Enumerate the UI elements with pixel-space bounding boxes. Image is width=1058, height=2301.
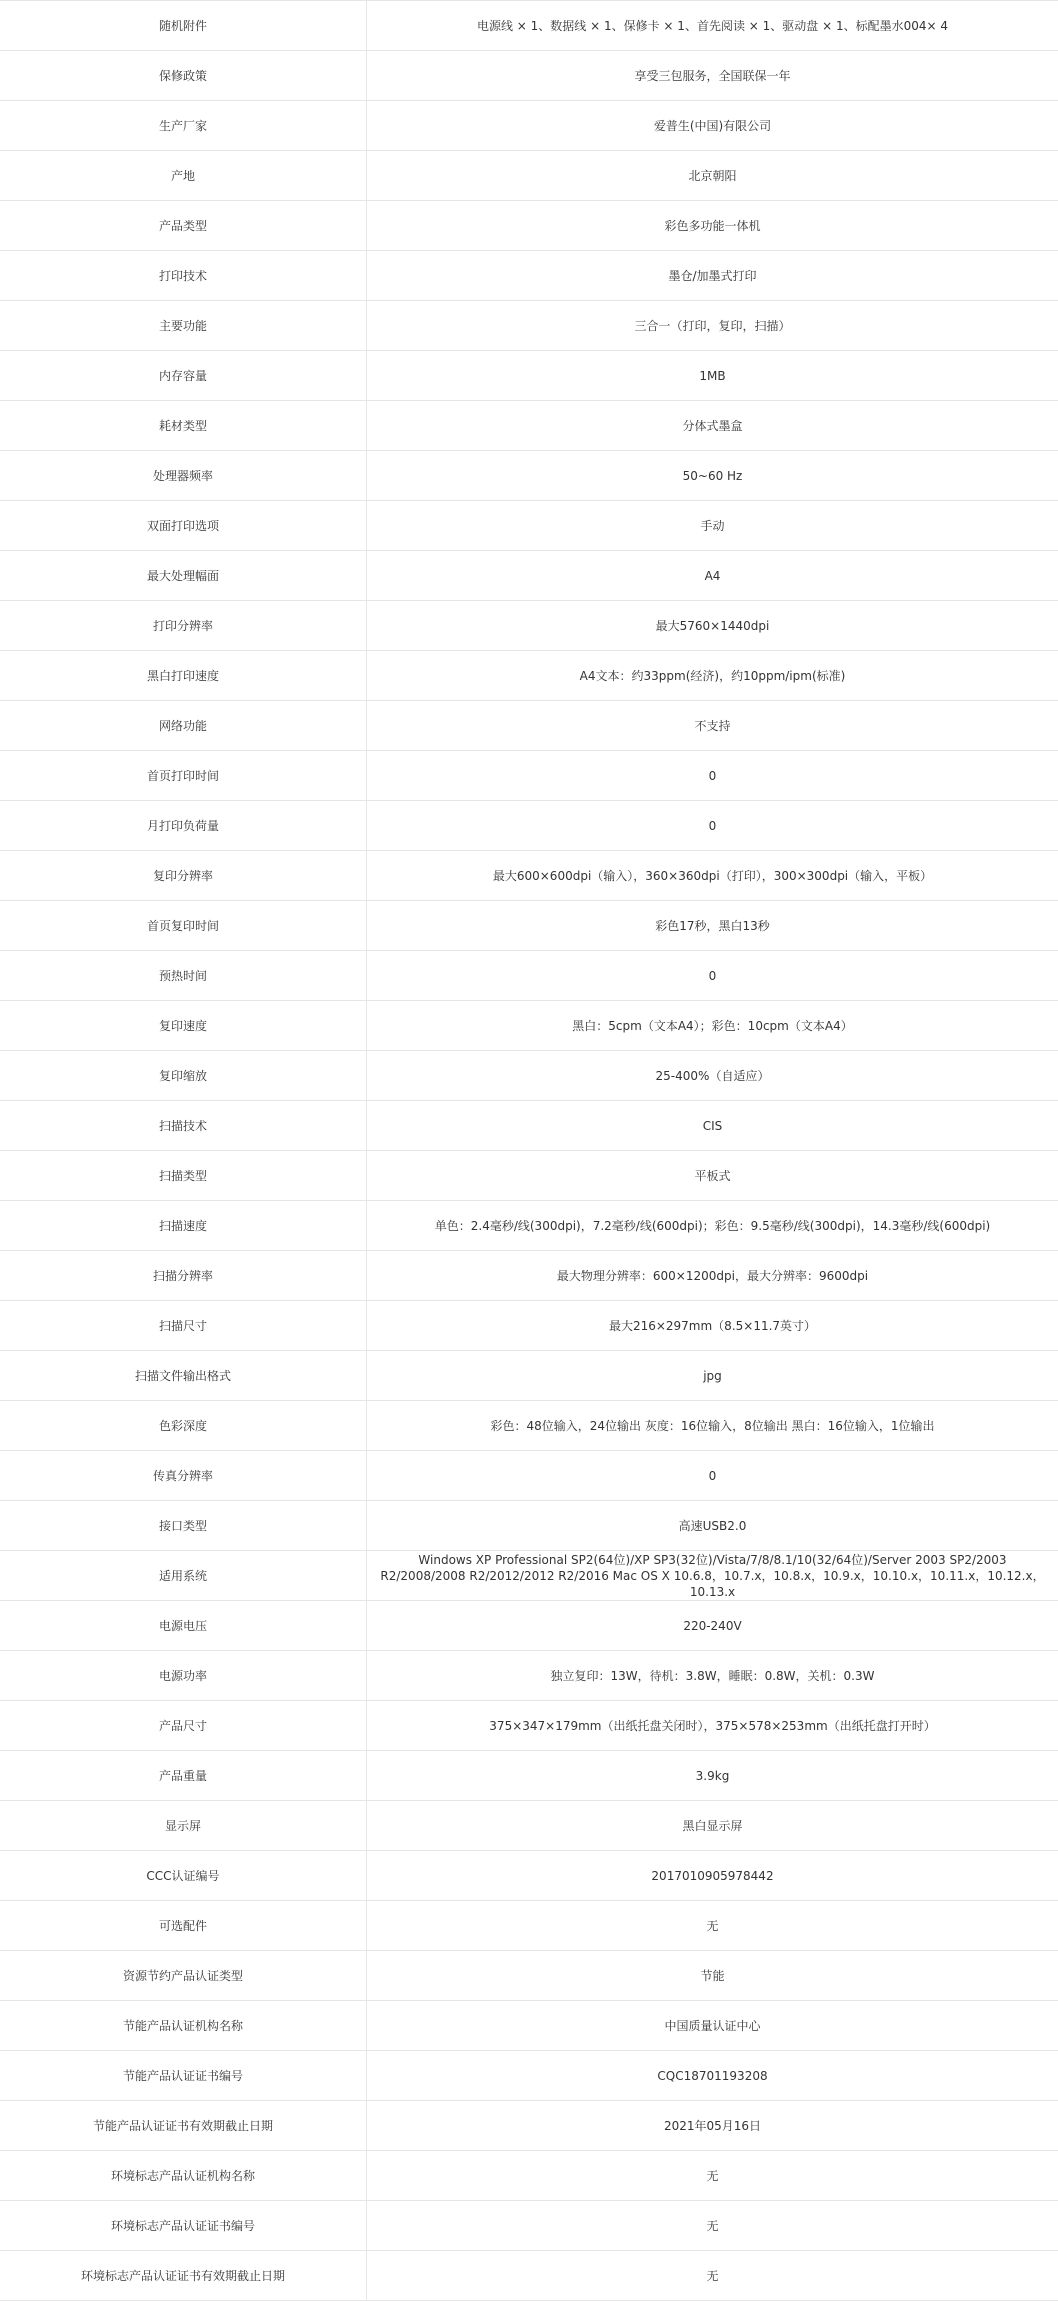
spec-row: [0, 701, 1058, 751]
spec-value: 0: [367, 951, 1058, 1001]
spec-value: 单色：2.4毫秒/线(300dpi)，7.2毫秒/线(600dpi)；彩色：9.5毫秒/线(300dpi)，14.3毫秒/线(600dpi): [367, 1201, 1058, 1251]
spec-value: 墨仓/加墨式打印: [367, 251, 1058, 301]
spec-label: 接口类型: [0, 1501, 367, 1551]
spec-row: [0, 501, 1058, 551]
spec-row: [0, 201, 1058, 251]
spec-label: 产品类型: [0, 201, 367, 251]
spec-row: [0, 2051, 1058, 2101]
spec-value: 无: [367, 2251, 1058, 2301]
spec-label: 电源功率: [0, 1651, 367, 1701]
spec-value: A4: [367, 551, 1058, 601]
spec-value: 电源线 × 1、数据线 × 1、保修卡 × 1、首先阅读 × 1、驱动盘 × 1、标配墨水004× 4: [367, 1, 1058, 51]
spec-label: 复印缩放: [0, 1051, 367, 1101]
spec-value: 不支持: [367, 701, 1058, 751]
spec-value: 0: [367, 751, 1058, 801]
spec-row: [0, 1851, 1058, 1901]
spec-label: 打印技术: [0, 251, 367, 301]
spec-label: 首页复印时间: [0, 901, 367, 951]
spec-value: 2021年05月16日: [367, 2101, 1058, 2151]
spec-value: 彩色多功能一体机: [367, 201, 1058, 251]
spec-label: 扫描分辨率: [0, 1251, 367, 1301]
spec-row: [0, 1501, 1058, 1551]
spec-label: 扫描技术: [0, 1101, 367, 1151]
spec-value: 最大5760×1440dpi: [367, 601, 1058, 651]
spec-value: 无: [367, 1901, 1058, 1951]
spec-value: 无: [367, 2201, 1058, 2251]
spec-value: CQC18701193208: [367, 2051, 1058, 2101]
spec-label: 打印分辨率: [0, 601, 367, 651]
spec-row: [0, 51, 1058, 101]
spec-row: [0, 1201, 1058, 1251]
spec-row: [0, 851, 1058, 901]
spec-value: 中国质量认证中心: [367, 2001, 1058, 2051]
spec-row: [0, 1801, 1058, 1851]
spec-value: 享受三包服务，全国联保一年: [367, 51, 1058, 101]
spec-row: [0, 751, 1058, 801]
spec-label: 耗材类型: [0, 401, 367, 451]
spec-row: [0, 301, 1058, 351]
spec-row: [0, 601, 1058, 651]
spec-row: [0, 1701, 1058, 1751]
spec-value: 375×347×179mm（出纸托盘关闭时），375×578×253mm（出纸托盘打开时）: [367, 1701, 1058, 1751]
spec-row: [0, 551, 1058, 601]
spec-row: [0, 1251, 1058, 1301]
spec-row: [0, 251, 1058, 301]
spec-row: [0, 901, 1058, 951]
spec-label: 节能产品认证证书有效期截止日期: [0, 2101, 367, 2151]
spec-value: 独立复印：13W，待机：3.8W，睡眠：0.8W，关机：0.3W: [367, 1651, 1058, 1701]
spec-label: 生产厂家: [0, 101, 367, 151]
spec-label: 节能产品认证机构名称: [0, 2001, 367, 2051]
spec-label: 月打印负荷量: [0, 801, 367, 851]
spec-row: [0, 2251, 1058, 2301]
spec-value: 彩色：48位输入，24位输出 灰度：16位输入，8位输出 黑白：16位输入，1位输出: [367, 1401, 1058, 1451]
spec-label: 处理器频率: [0, 451, 367, 501]
spec-row: [0, 2201, 1058, 2251]
spec-label: 扫描文件输出格式: [0, 1351, 367, 1401]
spec-value: 平板式: [367, 1151, 1058, 1201]
spec-value: 黑白：5cpm（文本A4）；彩色：10cpm（文本A4）: [367, 1001, 1058, 1051]
spec-label: CCC认证编号: [0, 1851, 367, 1901]
spec-row: [0, 101, 1058, 151]
spec-row: [0, 1301, 1058, 1351]
spec-value: 彩色17秒，黑白13秒: [367, 901, 1058, 951]
spec-label: 节能产品认证证书编号: [0, 2051, 367, 2101]
spec-label: 资源节约产品认证类型: [0, 1951, 367, 2001]
spec-label: 环境标志产品认证机构名称: [0, 2151, 367, 2201]
spec-label: 扫描类型: [0, 1151, 367, 1201]
spec-label: 首页打印时间: [0, 751, 367, 801]
spec-row: [0, 2001, 1058, 2051]
spec-value: 最大物理分辨率：600×1200dpi，最大分辨率：9600dpi: [367, 1251, 1058, 1301]
spec-label: 显示屏: [0, 1801, 367, 1851]
spec-label: 色彩深度: [0, 1401, 367, 1451]
spec-value: 分体式墨盒: [367, 401, 1058, 451]
spec-row: [0, 451, 1058, 501]
spec-row: [0, 2151, 1058, 2201]
spec-row: [0, 1451, 1058, 1501]
spec-value: 25-400%（自适应）: [367, 1051, 1058, 1101]
spec-table-body: [0, 1, 1058, 2301]
spec-label: 内存容量: [0, 351, 367, 401]
spec-row: [0, 1101, 1058, 1151]
spec-row: [0, 651, 1058, 701]
spec-value: 手动: [367, 501, 1058, 551]
spec-label: 最大处理幅面: [0, 551, 367, 601]
spec-row: [0, 151, 1058, 201]
spec-row: [0, 1, 1058, 51]
spec-row: [0, 951, 1058, 1001]
spec-value: 2017010905978442: [367, 1851, 1058, 1901]
spec-label: 产地: [0, 151, 367, 201]
spec-row: [0, 1601, 1058, 1651]
spec-label: 双面打印选项: [0, 501, 367, 551]
spec-label: 环境标志产品认证证书有效期截止日期: [0, 2251, 367, 2301]
spec-value: jpg: [367, 1351, 1058, 1401]
spec-row: [0, 1151, 1058, 1201]
spec-label: 网络功能: [0, 701, 367, 751]
spec-row: [0, 401, 1058, 451]
spec-value: 节能: [367, 1951, 1058, 2001]
spec-label: 复印分辨率: [0, 851, 367, 901]
spec-label: 随机附件: [0, 1, 367, 51]
spec-row: [0, 1951, 1058, 2001]
spec-value: 3.9kg: [367, 1751, 1058, 1801]
spec-row: [0, 1651, 1058, 1701]
spec-label: 保修政策: [0, 51, 367, 101]
spec-value: CIS: [367, 1101, 1058, 1151]
spec-row: [0, 351, 1058, 401]
spec-label: 扫描速度: [0, 1201, 367, 1251]
spec-value: 0: [367, 1451, 1058, 1501]
spec-value: 最大216×297mm（8.5×11.7英寸）: [367, 1301, 1058, 1351]
spec-label: 环境标志产品认证证书编号: [0, 2201, 367, 2251]
spec-label: 预热时间: [0, 951, 367, 1001]
spec-row: [0, 1051, 1058, 1101]
spec-label: 电源电压: [0, 1601, 367, 1651]
spec-row: [0, 1401, 1058, 1451]
spec-row: [0, 1551, 1058, 1601]
spec-label: 产品尺寸: [0, 1701, 367, 1751]
spec-label: 可选配件: [0, 1901, 367, 1951]
spec-label: 复印速度: [0, 1001, 367, 1051]
spec-value: 三合一（打印，复印，扫描）: [367, 301, 1058, 351]
spec-row: [0, 1351, 1058, 1401]
spec-value: 北京朝阳: [367, 151, 1058, 201]
spec-value: A4文本：约33ppm(经济)，约10ppm/ipm(标准): [367, 651, 1058, 701]
spec-value: 1MB: [367, 351, 1058, 401]
spec-label: 主要功能: [0, 301, 367, 351]
spec-label: 产品重量: [0, 1751, 367, 1801]
spec-value: 黑白显示屏: [367, 1801, 1058, 1851]
spec-value: Windows XP Professional SP2(64位)/XP SP3(32位)/Vista/7/8/8.1/10(32/64位)/Server 2003 SP2/2003 R2/2008/2008 R2/2012/2012 R2/2016 Mac OS X 10.6.8，10.7.x，10.8.x，10.9.x，10.10.x，10.11.x，10.12.x，10.13.x: [367, 1551, 1058, 1601]
spec-row: [0, 1751, 1058, 1801]
spec-label: 传真分辨率: [0, 1451, 367, 1501]
spec-value: 220-240V: [367, 1601, 1058, 1651]
spec-value: 最大600×600dpi（输入），360×360dpi（打印），300×300dpi（输入，平板）: [367, 851, 1058, 901]
spec-value: 爱普生(中国)有限公司: [367, 101, 1058, 151]
spec-row: [0, 1901, 1058, 1951]
spec-label: 黑白打印速度: [0, 651, 367, 701]
spec-value: 高速USB2.0: [367, 1501, 1058, 1551]
spec-row: [0, 1001, 1058, 1051]
spec-value: 50~60 Hz: [367, 451, 1058, 501]
spec-value: 0: [367, 801, 1058, 851]
spec-label: 扫描尺寸: [0, 1301, 367, 1351]
spec-row: [0, 2101, 1058, 2151]
spec-value: 无: [367, 2151, 1058, 2201]
spec-label: 适用系统: [0, 1551, 367, 1601]
spec-row: [0, 801, 1058, 851]
